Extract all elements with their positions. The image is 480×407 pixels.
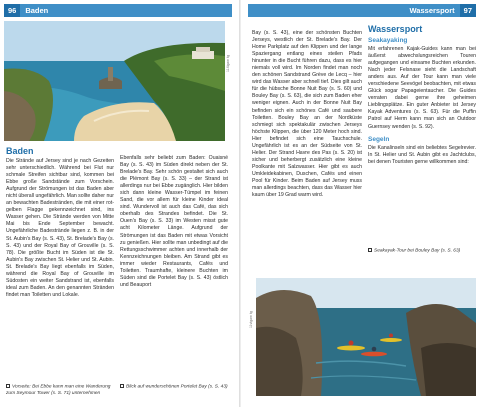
- caption-marker-icon: [6, 384, 10, 388]
- left-column-1: [6, 146, 114, 299]
- subheading-seakayaking: Seakayaking: [368, 37, 408, 44]
- paragraph-baden-intro: Die Strände auf Jersey sind je nach Gezeiten sehr unterschiedlich. Während bei Flut nur schmale Streifen sichtbar sind, kommen bei Ebbe große Sandstände zum Vorschein. Aufgrund der Strömungen ist das Baden aber nicht überall ungefährlich. Man sollte daher nur an bewachten Badestränden, die mit einer rot-gelben Flagge gekennzeichnet sind, ins Wasser gehen. Die Strände werden von Mitte Mai bis Ende September bewacht. Ungefährliche Badestrände liegen z. B. in der St. Aubin's Bay (s. S. 43), St. Brelade's Bay (s. S. 43) und der Royal Bay of Grouville (s. S. 78). Die größte Bucht im Süden ist die St. Aubin's Bay zwischen St. Helier und St. Aubin. St. Brelade's Bay liegt ebenfalls im Süden, während die Royal Bay of Grouville im Südosten ein weiter Sandstrand ist, ebenfalls ideal zum Baden. An den genannten Stränden findet man Toiletten und Lokale.: [6, 158, 114, 298]
- left-page-header: [4, 4, 232, 17]
- paragraph-baden-continued: Bay (s. S. 43), eine der schönsten Buchten Jerseys, westlich der St. Brelade's Bay. Der Home Parkplatz auf den Klippen und der lange Spaziergang entlang eines steilen Pfads hinunter in die Bucht führen dazu, dass es hier niemals voll wird. Im Norden findet man noch den schönen Sandstrand Grève de Lecq – hier wird das Wasser aber schnell tief. Dies gilt auch für die hübsche Bonne Nuit Bay (s. S. 60) und Bouley Bay (s. S. 63), die sich zum Baden eher weniger eignen. Auch in der Bonne Nuit Bay befinden sich ein schönes Café und saubere Toiletten. Bouley Bay an der Nordküste schmiegt sich spektakulär zwischen Jerseys höchste Klippen, die über 120 Meter hoch sind. Hier befindet sich eine Tauchschule. Ungefährlich ist es an der Südseite von St. Helier. Der Strand Havre des Pas (s. S. 20) ist sicher und beherbergt zusätzlich eine kleine Poolkante mit Salzwasser. Hier gibt es auch Umkleidekabinen, Duschen, Cafés und einen Pool für Kinder. Beim Baden auf Jersey muss man allerdings beachten, dass das Wasser hier kaum über 19 Grad warm wird.: [252, 30, 362, 199]
- paragraph-seakayaking: Mit erfahrenen Kajak-Guides kann man bei äußerst abwechslungsreichen Touren aufgegangen und einsame Buchten erkunden. Nach jeder Felsnase sieht die Landschaft anders aus. Auf der Tour kann man viele verschiedene Seevögel beobachten, mit etwas Glück sogar Papageientaucher. Die Guides verraten dabei gerne ihre geheimen Lieblingsplätze. Ein guter Anbieter ist Jersey Kayak Adventures (s. S. 63). Für die Puffin Patrol auf Herm kann man sich an Outdoor Guernsey wenden (s. S. 92).: [368, 46, 476, 130]
- photo-portelet-bay: [4, 21, 225, 141]
- caption-marker-icon: [368, 248, 372, 252]
- right-running-title: Wassersport: [409, 6, 455, 15]
- caption-left: Vorseite: Bei Ebbe kann man eine Wanderung zum Seymour Tower (s. S. 71) unternehmen: [6, 384, 111, 396]
- caption-right: Seakayak-Tour bei Bouley Bay (s. S. 63): [368, 248, 476, 255]
- left-column-2: [120, 155, 228, 289]
- caption-marker-icon: [120, 384, 124, 388]
- left-running-title: Baden: [25, 6, 49, 15]
- photo-credit-top: 114lgam tg: [226, 54, 230, 72]
- paragraph-segeln: Die Kanalinseln sind ein beliebtes Segelrevier. In St. Helier und St. Aubin gibt es Jachtclubs, bei denen Touristen gerne willkommen sind:: [368, 144, 476, 165]
- right-column-1: [252, 30, 362, 199]
- section-heading-wassersport: Wassersport: [368, 24, 423, 34]
- photo-seakayak-tour: [256, 278, 476, 396]
- paragraph-baden-buchten: Ebenfalls sehr beliebt zum Baden: Ouaisné Bay (s. S. 43) im Süden direkt neben der St. Brelade's Bay. Sehr schön gestaltet sich auch die Plémont Bay (s. S. 33) – der Strand ist allerdings nur bei Ebbe zugänglich. Hier bilden sich dann kleine Wasser-Tümpel im feinen Sand, die vor allem für kleine Kinder ideal sind. Wundervoll ist auch das Café, das sich oberhalb des Strandes befindet. Die St. Ouen's Bay (s. S. 33) im Westen misst gute acht Kilometer Länge. Aufgrund der Strömungen ist das Baden mit etwas Vorsicht zu genießen. Hier sollte man unbedingt auf die Rettungsschwimmer achten und innerhalb der Kennzeichnungen bleiben. Am Strand gibt es immer wieder Restaurants, Cafés und Toiletten. Traumhafte, kleinere Buchten im Süden sind die Portelet Bay (s. S. 43) östlich und Beauport: [120, 155, 228, 288]
- left-page-number: 96: [4, 4, 20, 17]
- right-column-2: [368, 24, 476, 166]
- section-heading-baden: Baden: [6, 146, 34, 156]
- right-page-header: [248, 4, 476, 17]
- right-page-number: 97: [460, 4, 476, 17]
- book-gutter: [239, 0, 241, 407]
- photo-credit-bottom: 11vlgam tg: [249, 311, 253, 328]
- caption-middle: Blick auf wunderschönen Portelet Bay (s. S. 43): [120, 384, 228, 391]
- subheading-segeln: Segeln: [368, 135, 390, 143]
